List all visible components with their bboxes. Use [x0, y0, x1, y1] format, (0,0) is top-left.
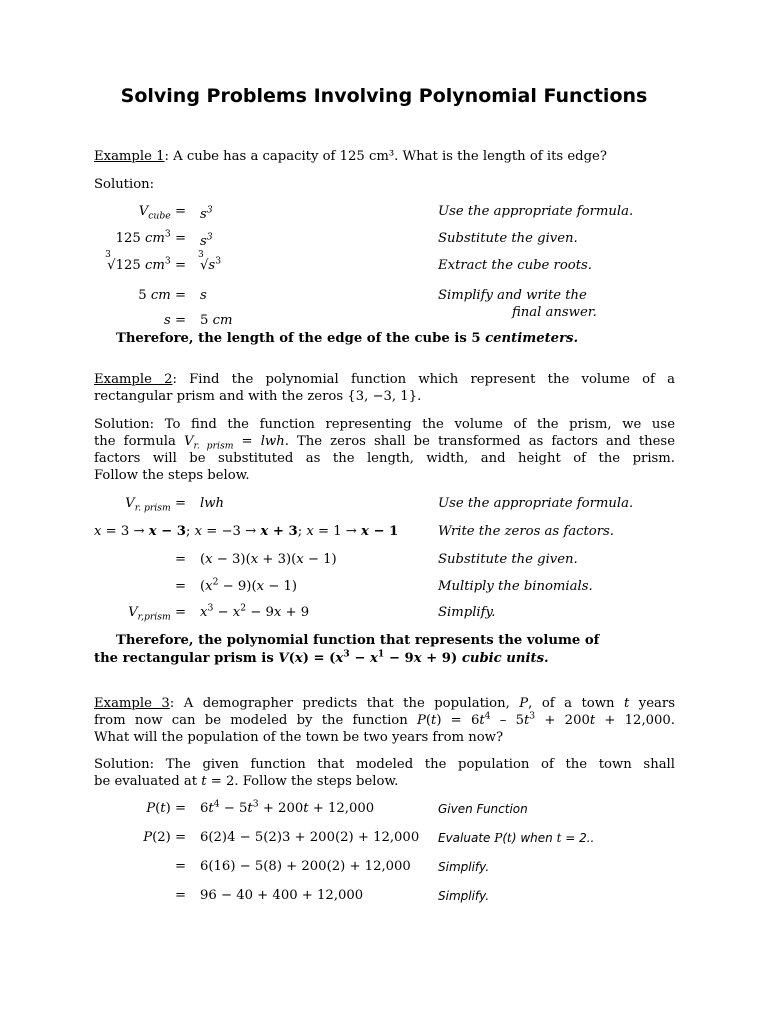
ex3-step4-lhs: =: [174, 888, 186, 903]
ex3-step4-note: Simplify.: [438, 889, 490, 903]
ex3-step3-lhs: =: [174, 859, 186, 874]
ex2-step1-lhs: $V_{r. prism}$ =: [125, 496, 186, 514]
example-1-label: Example 1: [94, 149, 165, 164]
ex2-step3-rhs: (x − 3)(x + 3)(x − 1): [200, 552, 337, 567]
ex3-step2-note: Evaluate P(t) when t = 2..: [438, 831, 595, 845]
ex3-step3-note: Simplify.: [438, 860, 490, 874]
example-2-conclusion-line-2: the rectangular prism is $V(x) = (x^3 - x^1 - 9x + 9)$ cubic units.: [94, 648, 549, 666]
example-3-question-line-2: from now can be modeled by the function $P(t) = 6t^4 - 5t^3 + 200t + 12,000$.: [94, 710, 675, 728]
ex1-step1-note: Use the appropriate formula.: [438, 204, 634, 219]
example-2-solution-line-3: factors will be substituted as the length, width, and height of the prism.: [94, 451, 675, 466]
example-2-solution-line-2: the formula $V_{r. prism}$ = lwh. The zeros shall be transformed as factors and these: [94, 434, 675, 452]
ex1-step1-rhs: $s^3$: [200, 204, 213, 222]
ex1-step5-rhs: 5 cm: [200, 313, 233, 328]
ex2-step3-lhs: =: [174, 552, 186, 567]
ex1-step4-lhs: 5 cm =: [138, 288, 186, 303]
example-1-conclusion: Therefore, the length of the edge of the cube is 5 centimeters.: [116, 331, 579, 346]
ex1-step5-lhs: s =: [163, 313, 186, 328]
ex3-step4-rhs: 96 − 40 + 400 + 12,000: [200, 888, 364, 903]
ex2-step4-lhs: =: [174, 579, 186, 594]
example-2-conclusion-line-1: Therefore, the polynomial function that represents the volume of: [116, 633, 600, 648]
ex1-step2-lhs: 125 $cm^3$ =: [115, 228, 186, 246]
ex2-step1-rhs: lwh: [200, 496, 224, 511]
ex3-step1-lhs: P(t) =: [146, 801, 186, 816]
ex2-step5-lhs: $V_{r,prism}$ =: [128, 605, 186, 623]
ex3-step1-rhs: $6t^4 - 5t^3 + 200t + 12,000$: [200, 798, 375, 816]
example-1-question: Example 1: A cube has a capacity of 125 cm³. What is the length of its edge?: [94, 149, 607, 164]
ex1-step1-lhs: $V_{cube}$ =: [138, 204, 186, 222]
example-3-question-line-1: Example 3: A demographer predicts that the population, P, of a town t years: [94, 696, 675, 711]
example-3-question-line-3: What will the population of the town be two years from now?: [94, 730, 504, 745]
ex1-step2-note: Substitute the given.: [438, 231, 578, 246]
ex2-step5-note: Simplify.: [438, 605, 496, 620]
example-3-solution-line-1: Solution: The given function that modeled the population of the town shall: [94, 757, 675, 772]
ex2-step5-rhs: $x^3 - x^2 - 9x + 9$: [200, 602, 310, 620]
ex1-step3-rhs: 3 $√s^3$: [198, 250, 222, 273]
ex2-step3-note: Substitute the given.: [438, 552, 578, 567]
ex1-step5-note: final answer.: [512, 305, 597, 320]
example-2-solution-line-4: Follow the steps below.: [94, 468, 250, 483]
ex2-step2-expression: x = 3 → x − 3; x = −3 → x + 3; x = 1 → x − 1: [94, 524, 399, 539]
ex1-step2-rhs: $s^3$: [200, 231, 213, 249]
example-3-solution-line-2: be evaluated at t = 2. Follow the steps below.: [94, 774, 399, 789]
ex2-step4-note: Multiply the binomials.: [438, 579, 593, 594]
ex2-step4-rhs: $(x^2 - 9)(x - 1)$: [200, 576, 298, 594]
ex1-step3-lhs: 3 √125 $cm^3$ =: [105, 250, 186, 273]
page-title: Solving Problems Involving Polynomial Functions: [120, 85, 648, 107]
ex3-step1-note: Given Function: [438, 802, 528, 816]
example-1-solution-label: Solution:: [94, 177, 155, 192]
ex2-step2-note: Write the zeros as factors.: [438, 524, 614, 539]
ex2-step1-note: Use the appropriate formula.: [438, 496, 634, 511]
ex1-step3-note: Extract the cube roots.: [438, 258, 592, 273]
example-2-question-line-1: Example 2: Find the polynomial function which represent the volume of a: [94, 372, 675, 387]
ex3-step2-rhs: 6(2)4 − 5(2)3 + 200(2) + 12,000: [200, 830, 420, 845]
ex1-step4-rhs: s: [200, 288, 207, 303]
ex3-step2-lhs: P(2) =: [143, 830, 186, 845]
example-2-label: Example 2: [94, 372, 173, 387]
example-3-label: Example 3: [94, 696, 170, 711]
ex3-step3-rhs: 6(16) − 5(8) + 200(2) + 12,000: [200, 859, 411, 874]
example-2-question-line-2: rectangular prism and with the zeros {3, −3, 1}.: [94, 389, 422, 404]
example-2-solution-line-1: Solution: To find the function representing the volume of the prism, we use: [94, 417, 675, 432]
ex1-step4-note: Simplify and write the: [438, 288, 587, 303]
